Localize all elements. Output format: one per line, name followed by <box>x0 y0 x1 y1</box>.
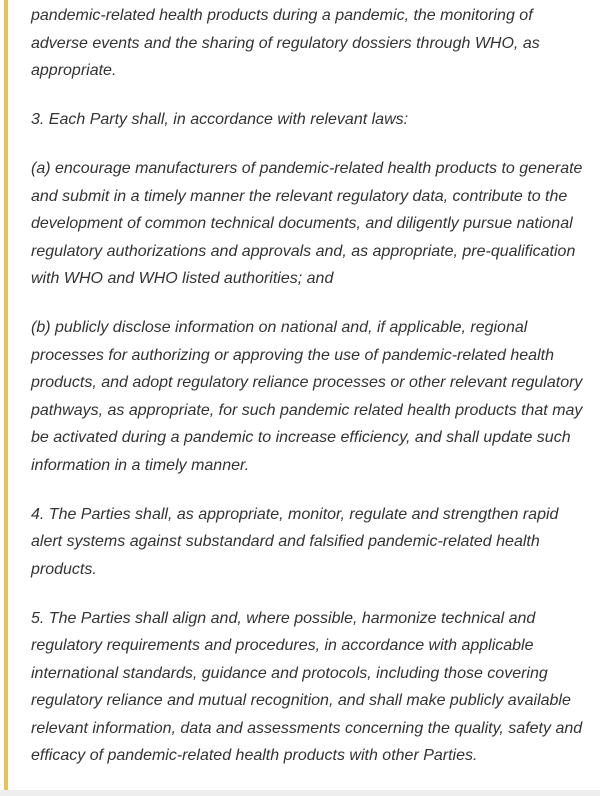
blockquote-accent-bar <box>4 0 8 790</box>
blockquote-text <box>31 2 591 770</box>
paragraph-clause-5: 5. The Parties shall align and, where possible, harmonize technical and regulatory requirements and procedures, in accordance with applicable international standards, guidance and protocols, including those covering regulatory reliance and mutual recognition, and shall make publicly available relevant information, data and assessments concerning the quality, safety and efficacy of pandemic-related health products with other Parties. <box>31 609 583 764</box>
bottom-divider <box>0 790 600 796</box>
paragraph-continuation: pandemic-related health products during a pandemic, the monitoring of adverse events and the sharing of regulatory dossiers through WHO, as appropriate. <box>31 7 540 79</box>
paragraph-clause-3b: (b) publicly disclose information on national and, if applicable, regional processes for authorizing or approving the use of pandemic-related health products, and adopt regulatory reliance processes or other relevant regulatory pathways, as appropriate, for such pandemic related health products that may be activated during a pandemic to increase efficiency, and shall update such information in a timely manner. <box>31 319 583 474</box>
paragraph-clause-3a: (a) encourage manufacturers of pandemic-related health products to generate and submit in a timely manner the relevant regulatory data, contribute to the development of common technical documents, and diligently pursue national regulatory authorizations and approvals and, as appropriate, pre-qualification with WHO and WHO listed authorities; and <box>31 160 583 287</box>
paragraph-clause-3: 3. Each Party shall, in accordance with relevant laws: <box>31 111 409 128</box>
paragraph-clause-4: 4. The Parties shall, as appropriate, monitor, regulate and strengthen rapid alert systems against substandard and falsified pandemic-related health products. <box>31 505 559 578</box>
